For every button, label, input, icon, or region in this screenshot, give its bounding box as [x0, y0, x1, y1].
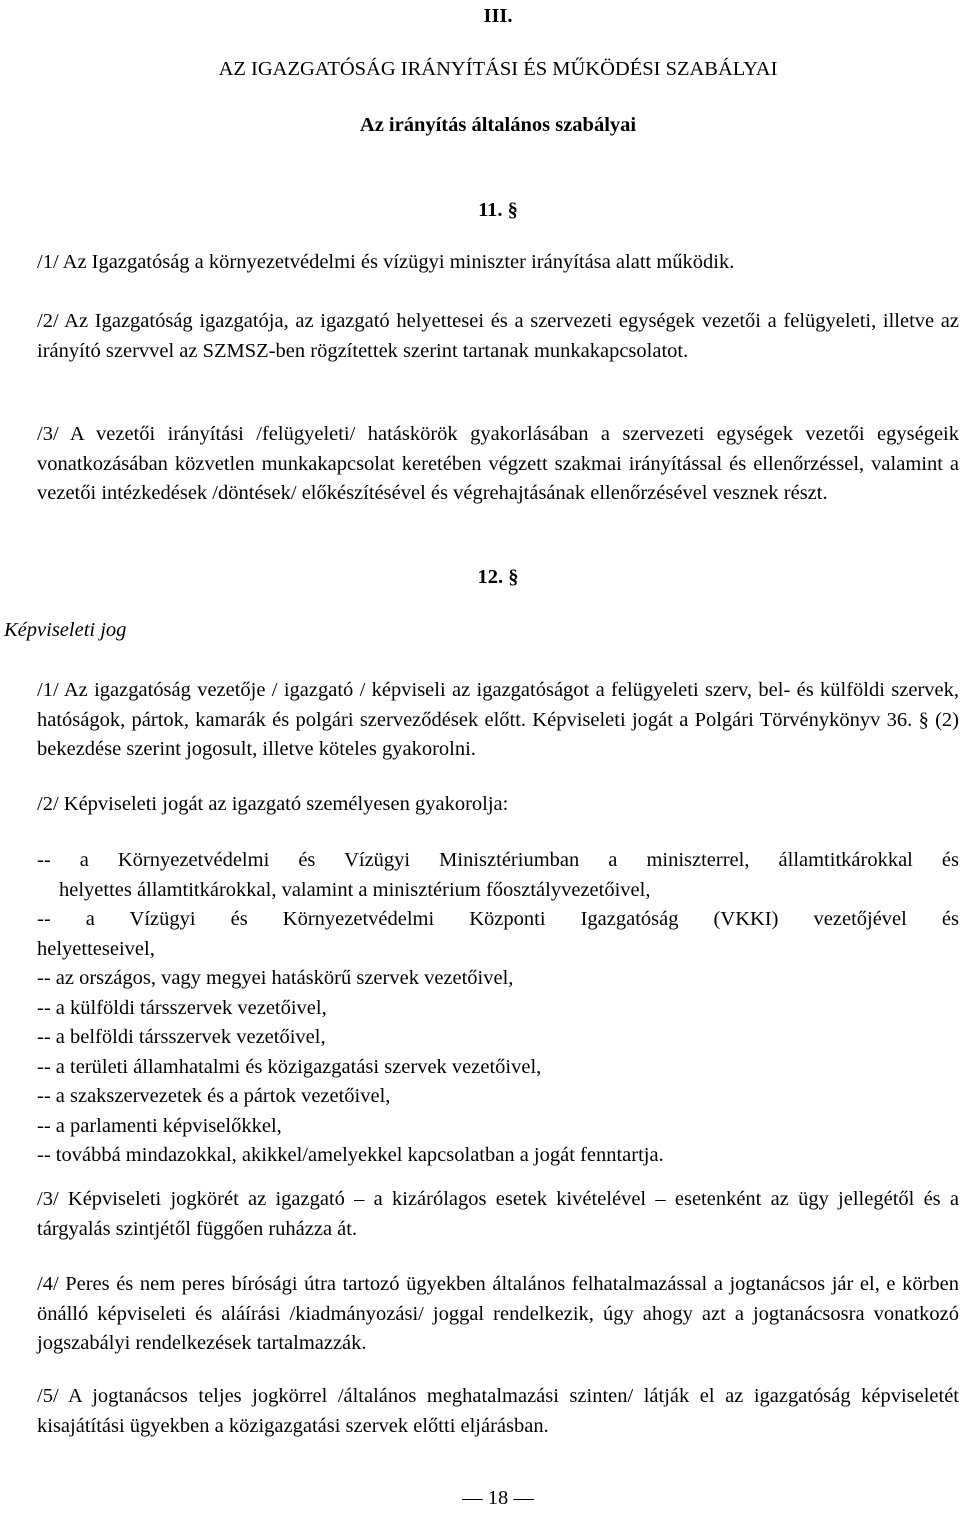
section-12-heading: 12. § [477, 566, 519, 588]
list-item: -- a területi államhatalmi és közigazgatási szervek vezetőivel, [37, 1055, 542, 1078]
list-item-continuation: helyettes államtitkárokkal, valamint a minisztérium főosztályvezetőivel, [59, 878, 651, 901]
chapter-title: AZ IGAZGATÓSÁG IRÁNYÍTÁSI ÉS MŰKÖDÉSI SZABÁLYAI [218, 58, 778, 80]
list-item: -- az országos, vagy megyei hatáskörű szervek vezetőivel, [37, 967, 514, 989]
representation-list [37, 846, 959, 1171]
section-12-paragraph-4: /4/ Peres és nem peres bírósági útra tartozó ügyekben általános felhatalmazással a jogtanácsos jár el, e körben önálló képviseleti és aláírási /kiadmányozási/ joggal rendelkezik, úgy ahogy azt a jogtanácsosra vonatkozó jogszabályi rendelkezések tartalmazzák. [37, 1273, 959, 1354]
list-item: -- a parlamenti képviselőkkel, [37, 1114, 282, 1137]
list-item-continuation: helyetteseivel, [37, 937, 155, 960]
list-item-text: -- a Környezetvédelmi és Vízügyi Minisztériumban a miniszterrel, államtitkárokkal és [37, 849, 959, 871]
chapter-number: III. [483, 5, 513, 27]
section-12-paragraph-2: /2/ Képviseleti jogát az igazgató személyesen gyakorolja: [37, 793, 509, 815]
side-title: Képviseleti jog [4, 619, 127, 641]
section-11-heading: 11. § [478, 199, 518, 221]
page-number: — 18 — [462, 1487, 534, 1509]
list-item: -- a belföldi társszervek vezetőivel, [37, 1026, 326, 1048]
list-item: -- a külföldi társszervek vezetőivel, [37, 996, 327, 1019]
list-item-text: -- a Vízügyi és Környezetvédelmi Központi Igazgatóság (VKKI) vezetőjével és [37, 908, 959, 930]
section-11-paragraph-1: /1/ Az Igazgatóság a környezetvédelmi és vízügyi miniszter irányítása alatt működik. [37, 251, 735, 273]
chapter-subtitle: Az irányítás általános szabályai [359, 114, 637, 136]
section-12-paragraph-3: /3/ Képviseleti jogkörét az igazgató – a kizárólagos esetek kivételével – esetenként az ügy jellegétől és a tárgyalás szintjétől függően ruházza át. [37, 1188, 959, 1240]
section-11-paragraph-3: /3/ A vezetői irányítási /felügyeleti/ hatáskörök gyakorlásában a szervezeti egységek vezetői egységeik vonatkozásában közvetlen munkakapcsolat keretében végzett szakmai irányítással és ellenőrzéssel, valamint a vezetői intézkedések /döntések/ előkészítésével és végrehajtásának ellenőrzésével vesznek részt. [37, 423, 959, 504]
document-page [4, 0, 959, 1511]
list-item: -- továbbá mindazokkal, akikkel/amelyekkel kapcsolatban a jogát fenntartja. [37, 1144, 664, 1166]
section-12-paragraph-1: /1/ Az igazgatóság vezetője / igazgató / képviseli az igazgatóságot a felügyeleti szerv, bel- és külföldi szervek, hatóságok, pártok, kamarák és polgári szerveződések előtt. Képviseleti jogát a Polgári Törvénykönyv 36. § (2) bekezdése szerint jogosult, illetve köteles gyakorolni. [37, 679, 959, 760]
list-item: -- a szakszervezetek és a pártok vezetőivel, [37, 1085, 391, 1107]
section-12-paragraph-5: /5/ A jogtanácsos teljes jogkörrel /általános meghatalmazási szinten/ látják el az igazgatóság képviseletét kisajátítási ügyekben a közigazgatási szervek előtti eljárásban. [37, 1385, 959, 1437]
section-11-paragraph-2: /2/ Az Igazgatóság igazgatója, az igazgató helyettesei és a szervezeti egységek vezetői a felügyeleti, illetve az irányító szervvel az SZMSZ-ben rögzítettek szerint tartanak munkakapcsolatot. [37, 310, 959, 362]
list-item [37, 846, 959, 905]
list-item [37, 905, 959, 964]
